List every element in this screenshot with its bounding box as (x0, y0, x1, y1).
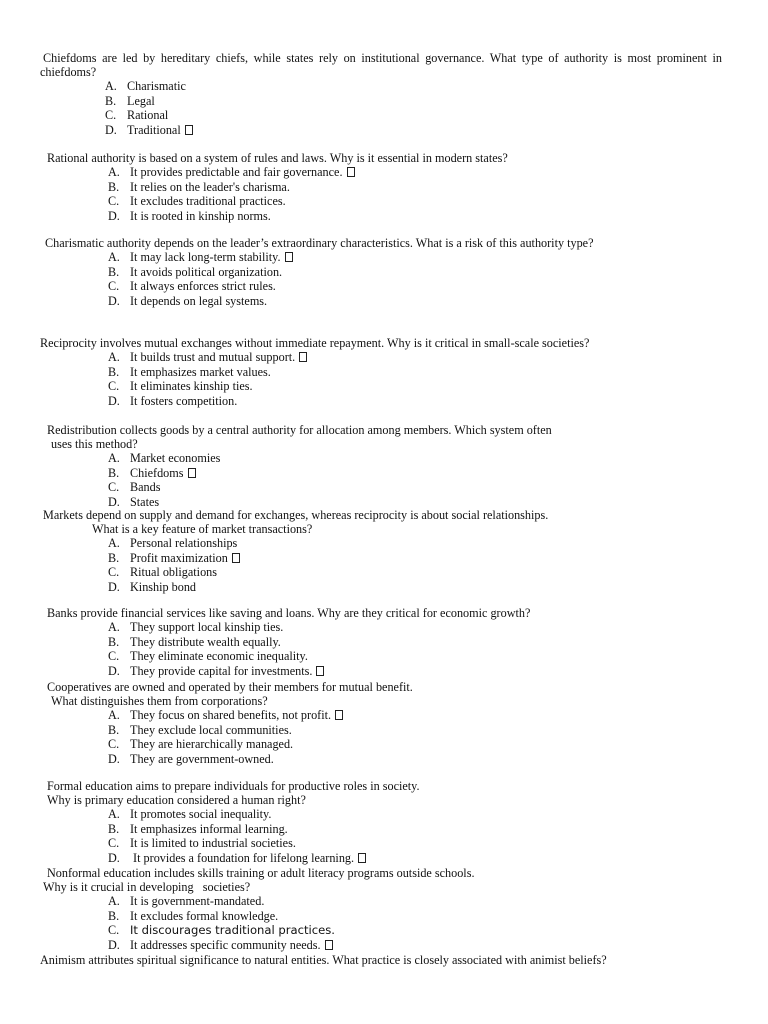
option-text: It emphasizes informal learning. (130, 821, 288, 836)
option-text: They exclude local communities. (130, 722, 292, 737)
option-b (105, 94, 722, 109)
option-text: Market economies (130, 451, 221, 465)
answer-mark-icon (316, 666, 324, 676)
option-letter: B. (108, 465, 120, 480)
question-stem: Charismatic authority depends on the leader’s extraordinary characteristics. What is a risk of this authority type? (45, 236, 594, 250)
option-text: It provides predictable and fair governance. (130, 165, 343, 179)
option-d (108, 938, 722, 953)
option-list (108, 451, 722, 509)
option-c (108, 480, 722, 495)
question-2 (40, 151, 722, 223)
option-list (108, 807, 722, 865)
question-8 (40, 680, 722, 766)
option-text: It provides a foundation for lifelong learning. (130, 850, 355, 865)
option-letter: B. (108, 264, 120, 279)
question-stem: Chiefdoms are led by hereditary chiefs, while states rely on institutional governance. What type of authority is most prominent in chiefdoms? (40, 51, 722, 79)
option-d (105, 123, 722, 138)
option-text: It always enforces strict rules. (130, 279, 276, 293)
option-c (108, 923, 722, 938)
option-letter: D. (108, 494, 120, 509)
question-stem-line-2: uses this method? (51, 437, 138, 451)
option-text: Rational (127, 108, 169, 122)
option-d (108, 664, 722, 679)
option-text: They are hierarchically managed. (130, 737, 294, 751)
option-letter: C. (108, 279, 120, 293)
option-text: They support local kinship ties. (130, 620, 284, 634)
option-list (105, 79, 722, 137)
option-letter: C. (108, 480, 120, 494)
option-letter: A. (108, 250, 120, 264)
question-stem: Reciprocity involves mutual exchanges without immediate repayment. Why is it critical in small-scale societies? (40, 336, 590, 350)
question-10 (40, 866, 722, 952)
option-list (108, 708, 722, 766)
option-text: It depends on legal systems. (130, 293, 268, 308)
option-text: They distribute wealth equally. (130, 634, 281, 649)
question-3 (40, 236, 722, 308)
option-c (108, 565, 722, 580)
option-a (108, 165, 722, 180)
option-letter: A. (108, 536, 120, 550)
answer-mark-icon (335, 710, 343, 720)
option-text: Chiefdoms (130, 465, 184, 480)
option-c (108, 194, 722, 209)
option-letter: D. (105, 122, 117, 137)
option-text: It discourages traditional practices. (130, 923, 335, 937)
answer-mark-icon (188, 468, 196, 478)
option-letter: D. (108, 751, 120, 766)
option-letter: A. (108, 708, 120, 722)
option-b (108, 723, 722, 738)
option-text: They eliminate economic inequality. (130, 649, 308, 663)
option-letter: D. (108, 293, 120, 308)
option-text: It excludes formal knowledge. (130, 908, 279, 923)
option-text: It is rooted in kinship norms. (130, 208, 271, 223)
option-text: States (130, 494, 160, 509)
option-text: It addresses specific community needs. (130, 937, 321, 952)
option-list (108, 536, 722, 594)
option-text: It avoids political organization. (130, 264, 283, 279)
answer-mark-icon (232, 553, 240, 563)
option-b (108, 635, 722, 650)
option-a (108, 807, 722, 822)
option-d (108, 394, 722, 409)
option-letter: D. (108, 850, 120, 865)
option-list (108, 894, 722, 952)
question-stem-line-2: Why is primary education considered a human right? (47, 793, 306, 807)
answer-mark-icon (185, 125, 193, 135)
option-d (108, 209, 722, 224)
option-c (108, 836, 722, 851)
option-letter: D. (108, 393, 120, 408)
option-text: Traditional (127, 122, 181, 137)
question-9 (40, 779, 722, 865)
question-11 (40, 953, 722, 967)
option-text: It builds trust and mutual support. (130, 350, 296, 364)
option-b (108, 365, 722, 380)
option-letter: C. (108, 737, 120, 751)
option-c (108, 649, 722, 664)
answer-mark-icon (347, 167, 355, 177)
option-text: Bands (130, 480, 161, 494)
option-text: It eliminates kinship ties. (130, 379, 253, 393)
question-stem: Animism attributes spiritual significance to natural entities. What practice is closely associated with animist beliefs? (40, 953, 607, 967)
option-a (108, 536, 722, 551)
option-text: It emphasizes market values. (130, 364, 271, 379)
option-a (108, 250, 722, 265)
option-letter: B. (105, 93, 117, 108)
question-stem: Banks provide financial services like saving and loans. Why are they critical for economic growth? (47, 606, 531, 620)
question-stem-line-2: What is a key feature of market transactions? (92, 522, 313, 536)
option-d (108, 851, 722, 866)
question-5 (40, 423, 722, 509)
option-letter: A. (108, 165, 120, 179)
option-letter: B. (108, 179, 120, 194)
option-a (108, 894, 722, 909)
answer-mark-icon (299, 352, 307, 362)
option-letter: A. (108, 620, 120, 634)
option-text: Kinship bond (130, 579, 197, 594)
option-b (108, 909, 722, 924)
option-c (108, 279, 722, 294)
option-list (108, 620, 722, 678)
option-c (108, 379, 722, 394)
option-letter: D. (108, 937, 120, 952)
option-text: They focus on shared benefits, not profit. (130, 708, 332, 722)
answer-mark-icon (325, 940, 333, 950)
option-text: It relies on the leader's charisma. (130, 179, 290, 194)
option-letter: B. (108, 364, 120, 379)
option-letter: A. (108, 451, 120, 465)
option-text: Ritual obligations (130, 565, 218, 579)
option-text: It fosters competition. (130, 393, 238, 408)
option-b (108, 551, 722, 566)
option-d (108, 580, 722, 595)
option-list (108, 165, 722, 223)
option-letter: C. (108, 649, 120, 663)
option-text: It is limited to industrial societies. (130, 836, 296, 850)
question-stem-line-1: Cooperatives are owned and operated by their members for mutual benefit. (47, 680, 413, 694)
option-letter: A. (108, 350, 120, 364)
option-b (108, 822, 722, 837)
option-d (108, 495, 722, 510)
answer-mark-icon (285, 252, 293, 262)
question-stem: Rational authority is based on a system of rules and laws. Why is it essential in modern states? (47, 151, 508, 165)
option-text: It may lack long-term stability. (130, 250, 281, 264)
option-letter: B. (108, 908, 120, 923)
question-stem-line-1: Formal education aims to prepare individuals for productive roles in society. (47, 779, 420, 793)
option-b (108, 180, 722, 195)
option-c (105, 108, 722, 123)
question-7 (40, 606, 722, 678)
option-letter: B. (108, 722, 120, 737)
option-text: It excludes traditional practices. (130, 194, 286, 208)
question-4 (40, 336, 722, 408)
option-list (108, 350, 722, 408)
option-text: It is government-mandated. (130, 894, 265, 908)
option-letter: C. (108, 923, 120, 937)
option-letter: A. (108, 807, 120, 821)
option-a (108, 708, 722, 723)
question-stem-line-1: Nonformal education includes skills training or adult literacy programs outside schools. (47, 866, 475, 880)
option-letter: D. (108, 663, 120, 678)
option-letter: A. (105, 79, 117, 93)
option-b (108, 466, 722, 481)
option-text: Personal relationships (130, 536, 238, 550)
option-letter: C. (105, 108, 117, 122)
option-text: They provide capital for investments. (130, 663, 313, 678)
option-letter: B. (108, 550, 120, 565)
option-letter: B. (108, 634, 120, 649)
option-text: Legal (127, 93, 155, 108)
option-a (108, 620, 722, 635)
option-text: Charismatic (127, 79, 186, 93)
answer-mark-icon (358, 853, 366, 863)
option-a (108, 451, 722, 466)
option-letter: C. (108, 836, 120, 850)
option-text: Profit maximization (130, 550, 228, 565)
option-d (108, 752, 722, 767)
option-letter: A. (108, 894, 120, 908)
option-letter: D. (108, 208, 120, 223)
option-letter: D. (108, 579, 120, 594)
question-1 (40, 51, 722, 137)
option-c (108, 737, 722, 752)
option-d (108, 294, 722, 309)
option-text: They are government-owned. (130, 751, 274, 766)
option-a (108, 350, 722, 365)
question-stem-line-1: Redistribution collects goods by a central authority for allocation among members. Which system often (47, 423, 552, 437)
option-text: It promotes social inequality. (130, 807, 272, 821)
question-stem-line-2: Why is it crucial in developing societies? (43, 880, 251, 894)
question-stem-line-1: Markets depend on supply and demand for exchanges, whereas reciprocity is about social relationships. (43, 508, 549, 522)
option-letter: C. (108, 194, 120, 208)
question-6 (40, 508, 722, 594)
option-letter: C. (108, 379, 120, 393)
option-b (108, 265, 722, 280)
question-stem-line-2: What distinguishes them from corporations? (51, 694, 268, 708)
option-list (108, 250, 722, 308)
option-letter: C. (108, 565, 120, 579)
option-letter: B. (108, 821, 120, 836)
option-a (105, 79, 722, 94)
